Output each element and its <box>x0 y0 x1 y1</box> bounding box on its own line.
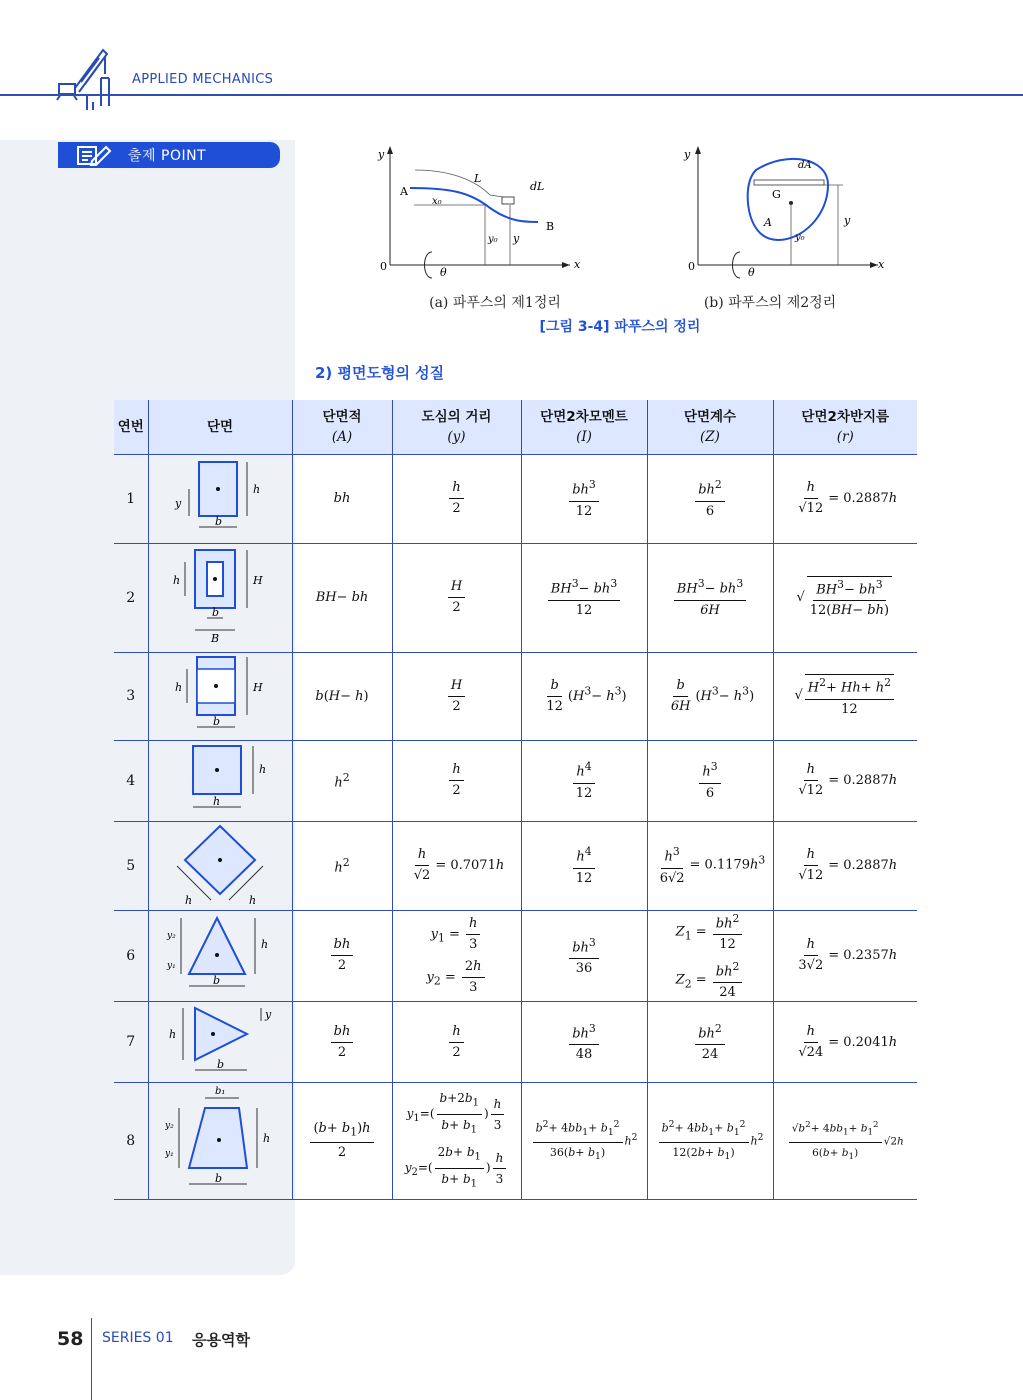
diamond-section-diagram <box>148 821 292 910</box>
flanged-section-diagram <box>148 652 292 740</box>
fig-a-theta: θ <box>440 266 447 279</box>
table-header-row <box>114 400 917 454</box>
fig-a-caption: (a) 파푸스의 제1정리 <box>429 295 561 311</box>
fig-b-x-axis: x <box>878 258 885 271</box>
section-properties-table <box>114 400 917 1200</box>
fig-a-label-B: B <box>546 220 555 233</box>
svg-text:y₂: y₂ <box>167 930 176 941</box>
svg-text:b: b <box>215 1172 223 1186</box>
table-row: 3 H h b b(H− h) $\frac{H}{2}$ $\frac{b}{12}$ $(H^3- h^3)$ $\frac{b}{6H}$ $(H^3- h^3)$ √ $\frac{H^2+ Hh+ h^2}{12}$ <box>114 652 917 740</box>
svg-text:b: b <box>215 514 223 528</box>
fig-a-label-y0: y₀ <box>488 234 498 245</box>
fig-b-theta: θ <box>748 266 755 279</box>
svg-text:h: h <box>169 1028 177 1042</box>
trapezoid-section-diagram <box>148 1083 292 1200</box>
fig-b-label-dA: dA <box>798 160 812 171</box>
page-number: 58 <box>57 1328 84 1350</box>
row-no: 3 <box>114 652 148 740</box>
fig-a-label-A: A <box>400 185 408 198</box>
fig-a-label-x0: x₀ <box>432 196 442 207</box>
crane-logo-icon <box>55 44 117 118</box>
header-area: 단면적 (A) <box>292 400 392 454</box>
rectangle-section-diagram <box>148 454 292 543</box>
svg-text:b: b <box>213 715 221 728</box>
row-no: 1 <box>114 454 148 543</box>
svg-text:h: h <box>259 762 267 776</box>
row-no: 8 <box>114 1083 148 1200</box>
row-no: 6 <box>114 910 148 1002</box>
header-modulus: 단면계수 (Z) <box>647 400 773 454</box>
hollow-rectangle-section-diagram <box>148 543 292 652</box>
svg-text:h: h <box>213 794 221 808</box>
svg-text:h: h <box>249 893 257 906</box>
header-no: 연번 <box>114 400 148 454</box>
table-row: 5 h h $h^2$ $\frac{h}{√2}$ = 0.7071h $\frac{h^4}{12}$ $\frac{h^3}{6√2}$ = $0.1179h^3$ $\frac{h}{√12}$ = 0.2887h <box>114 821 917 910</box>
sideways-triangle-section-diagram <box>148 1002 292 1083</box>
table-row: 2 H h b B BH− bh $\frac{H}{2}$ $\frac{BH^3- bh^3}{12}$ $\frac{BH^3- bh^3}{6H}$ √ $\frac{BH^3- bh^3}{12(BH- bh)}$ <box>114 543 917 652</box>
svg-text:H: H <box>253 573 263 587</box>
fig-a-origin: 0 <box>380 260 387 273</box>
fig-b-label-y0: y₀ <box>795 232 805 243</box>
svg-text:h: h <box>185 893 193 906</box>
fig-b-origin: 0 <box>688 260 695 273</box>
table-row: 8 b₁ h y₂ y₁ b $\frac{(b+ b_1)h}{2}$ $y_1=$( $\frac{b+2b_1}{b+ b_1}$ ) $\frac{h}{3}$ $y_2=$( $\frac{2b+ b_1}{b+ b_1}$ ) $\frac{h}{3}$ $\frac{b^2+ 4bb_1+ b_1^2}{36(b+ b_1)}$ $h^2$ $\frac{b^2+ 4bb_1+ b_1^2}{12(2b+ b_1)}$ $h^2$ $\frac{√b^2+ 4bb_1+ b_1^2}{6(b+ b_1)}$ √2h <box>114 1083 917 1200</box>
svg-text:y₁: y₁ <box>167 960 176 971</box>
fig-b-label-G: G <box>772 188 781 201</box>
figure-pappus-2 <box>678 140 898 294</box>
fig-a-label-dL: dL <box>530 180 545 193</box>
triangle-section-diagram <box>148 910 292 1002</box>
fig-b-caption: (b) 파푸스의 제2정리 <box>703 295 837 311</box>
fig-b-label-y: y <box>844 214 851 227</box>
svg-text:H: H <box>253 681 263 694</box>
fig-b-y-axis: y <box>684 148 691 161</box>
row-no: 2 <box>114 543 148 652</box>
figure-pappus-1 <box>370 140 590 294</box>
book-title: 응용역학 <box>192 1331 250 1349</box>
svg-text:y₁: y₁ <box>165 1149 174 1160</box>
svg-text:h: h <box>263 1132 271 1146</box>
header-rule <box>0 94 1023 96</box>
table-row: 6 h y₂ y₁ b $\frac{bh}{2}$ $y_1$ = $\frac{h}{3}$ $y_2$ = $\frac{2h}{3}$ $\frac{bh^3}{36}$ $Z_1$ = $\frac{bh^2}{12}$ $Z_2$ = $\frac{bh^2}{24}$ $\frac{h}{3√2}$ = 0.2357h <box>114 910 917 1002</box>
table-row: 7 h y b $\frac{bh}{2}$ $\frac{h}{2}$ $\frac{bh^3}{48}$ $\frac{bh^2}{24}$ $\frac{h}{√24}$ = 0.2041h <box>114 1002 917 1083</box>
fig-a-x-axis: x <box>574 258 581 271</box>
row-no: 7 <box>114 1002 148 1083</box>
svg-text:h: h <box>261 937 269 951</box>
fig-b-label-A: A <box>764 216 772 229</box>
row-no: 4 <box>114 740 148 821</box>
svg-text:B: B <box>211 631 220 645</box>
svg-text:h: h <box>253 482 261 496</box>
row-no: 5 <box>114 821 148 910</box>
svg-text:h: h <box>173 573 181 587</box>
footer-rule <box>91 1318 92 1400</box>
header-moment: 단면2차모멘트 (I) <box>521 400 647 454</box>
svg-text:y: y <box>175 496 182 510</box>
svg-text:h: h <box>175 681 183 694</box>
section-title: 2) 평면도형의 성질 <box>315 364 445 382</box>
header-centroid: 도심의 거리 (y) <box>392 400 521 454</box>
point-badge: 출제 POINT <box>58 142 280 168</box>
fig-a-y-axis: y <box>378 148 385 161</box>
fig-a-label-y: y <box>513 232 520 245</box>
header-radius: 단면2차반지름 (r) <box>773 400 917 454</box>
square-section-diagram <box>148 740 292 821</box>
svg-text:b: b <box>212 605 220 619</box>
header-title: APPLIED MECHANICS <box>132 72 274 87</box>
svg-text:b: b <box>217 1058 225 1072</box>
svg-text:y: y <box>265 1008 272 1022</box>
header-section: 단면 <box>148 400 292 454</box>
table-row: 1 h y b bh $\frac{h}{2}$ $\frac{bh^3}{12}$ $\frac{bh^2}{6}$ $\frac{h}{√12}$ = 0.2887h <box>114 454 917 543</box>
figure-title: [그림 3-4] 파푸스의 정리 <box>539 319 701 335</box>
svg-text:b: b <box>213 973 221 987</box>
edit-note-icon <box>76 144 114 170</box>
table-row: 4 h h $h^2$ $\frac{h}{2}$ $\frac{h^4}{12}$ $\frac{h^3}{6}$ $\frac{h}{√12}$ = 0.2887h <box>114 740 917 821</box>
fig-a-label-L: L <box>474 172 482 185</box>
svg-text:y₂: y₂ <box>165 1121 174 1132</box>
svg-text:b₁: b₁ <box>215 1086 226 1098</box>
series-label: SERIES 01 <box>102 1330 174 1346</box>
